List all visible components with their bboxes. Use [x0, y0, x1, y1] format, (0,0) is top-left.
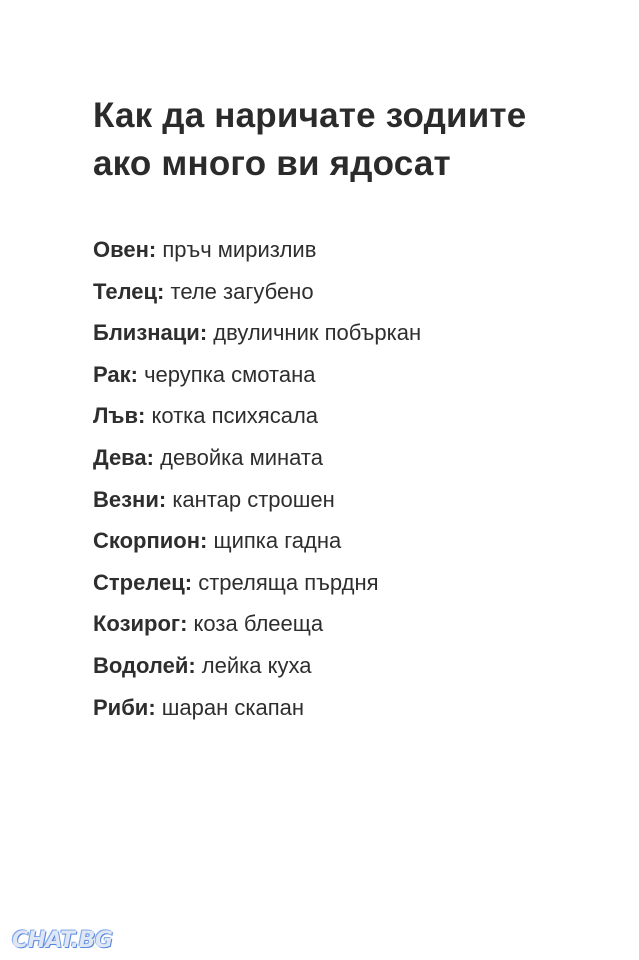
sign-nickname: шаран скапан	[161, 694, 305, 720]
zodiac-list	[93, 236, 421, 735]
separator: :	[188, 652, 196, 678]
list-item-rak	[93, 361, 421, 403]
list-item-telets	[93, 278, 421, 320]
separator: :	[148, 237, 157, 262]
sign-name: Водолей	[93, 652, 189, 678]
separator: :	[200, 528, 208, 554]
sign-nickname: коза блееща	[193, 611, 324, 637]
sign-nickname: пръч миризлив	[162, 237, 317, 262]
list-item-bliznatsi	[93, 319, 421, 361]
sign-name: Дева	[93, 444, 147, 470]
list-item-ribi	[93, 694, 421, 736]
sign-name: Риби	[93, 694, 149, 720]
chat-bg-watermark: CHAT.BG	[12, 928, 113, 953]
sign-name: Лъв	[93, 403, 138, 429]
sign-nickname: двуличник побъркан	[213, 320, 422, 346]
sign-nickname: черупка смотана	[144, 361, 316, 387]
sign-nickname: щипка гадна	[213, 528, 342, 554]
sign-name: Везни	[93, 486, 159, 512]
sign-nickname: лейка куха	[201, 652, 312, 678]
list-item-skorpion	[93, 527, 421, 569]
list-item-strelets	[93, 569, 421, 611]
sign-name: Стрелец	[93, 569, 185, 595]
page-title	[93, 92, 526, 188]
sign-name: Скорпион	[93, 528, 201, 554]
sign-nickname: девойка мината	[160, 444, 323, 470]
separator: :	[130, 361, 138, 387]
separator: :	[138, 403, 146, 429]
separator: :	[184, 569, 193, 595]
sign-name: Близнаци	[93, 320, 200, 346]
separator: :	[158, 486, 167, 512]
list-item-deva	[93, 444, 421, 486]
sign-name: Козирог	[93, 611, 181, 637]
list-item-oven	[93, 236, 421, 278]
separator: :	[180, 611, 188, 637]
separator: :	[157, 278, 165, 304]
list-item-vezni	[93, 486, 421, 528]
sign-nickname: стреляща пърдня	[198, 569, 379, 595]
separator: :	[199, 320, 208, 346]
title-line-2: ако много ви ядосат	[93, 144, 451, 183]
list-item-lav	[93, 402, 421, 444]
list-item-kozirog	[93, 610, 421, 652]
list-item-vodoley	[93, 652, 421, 694]
title-line-1: Как да наричате зодиите	[93, 96, 527, 135]
sign-name: Рак	[93, 361, 131, 387]
sign-nickname: кантар строшен	[172, 486, 335, 512]
sign-name: Телец	[93, 278, 158, 304]
sign-nickname: котка психясала	[151, 403, 319, 429]
separator: :	[148, 694, 156, 720]
separator: :	[146, 444, 154, 470]
sign-nickname: теле загубено	[170, 278, 314, 304]
sign-name: Овен	[93, 237, 149, 262]
